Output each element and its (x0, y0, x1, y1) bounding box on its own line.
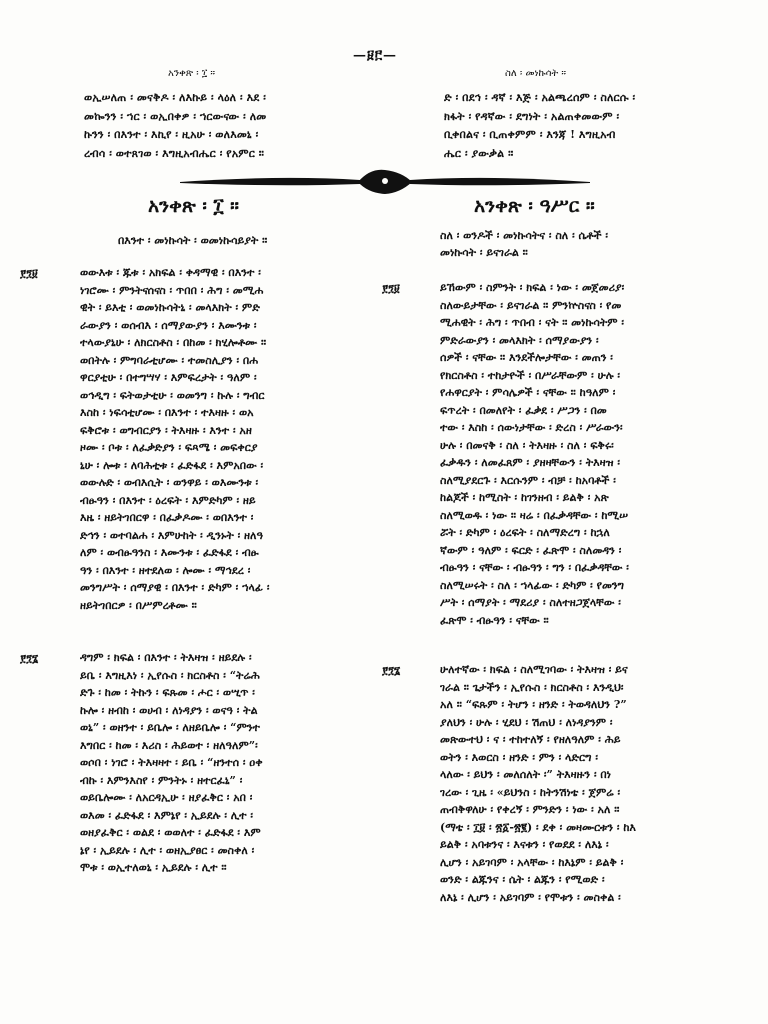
text-line: ኒሁ ፡ ሎቱ ፡ ለባሕቲቱ ፡ ፈድፋደ ፡ እምአበው ፡ (80, 458, 264, 472)
text-line: ኔየ ፡ ኢይደሉ ፡ ሊተ ፡ ወዘኢያፀር ፡ መስቀለ ፡ (80, 843, 255, 857)
text-line: ብፁዓን ፡ ናቸው ፡ ብፁዓን ፡ ግን ፡ በፈቃዳቸው ፡ (440, 561, 629, 574)
text-line: ለእኔ ፡ ሊሆን ፡ አይገባም ፡ የሞቱን ፡ መስቀል ፡ (440, 890, 621, 904)
text-line: ሊሆን ፡ አይገባም ፡ አላቸው ፡ ከእኔም ፡ ይልቅ ፡ (440, 855, 624, 869)
chapter-subtitle-right (440, 227, 730, 261)
verse-number: ፻፺፱ (20, 267, 38, 280)
text-line: ኩንን ፡ በእንተ ፡ እኪየ ፡ ዚአሁ ፡ ወለእመኒ ፡ (84, 127, 259, 142)
text-line: ብፁዓን ፡ በእንተ ፡ ዕረፍት ፡ እምድካም ፡ ዘይ (80, 493, 256, 507)
text-line: ሚሐዊት ፡ ሕግ ፡ ጥበብ ፡ ናት ። መነኩሳትም ፡ (440, 316, 624, 329)
text-line: አለ ። “ፍጹም ፡ ትሆን ፡ ዘንድ ፡ ትወዳለህን ?” (440, 698, 627, 711)
text-line: የክርስቶስ ፡ ተከታዮች ፡ በሥራቸውም ፡ ሁሉ ፡ (440, 368, 620, 382)
text-line: ፍቅሮቱ ፡ ወግብርያን ፡ ትእዛዙ ፡ እንተ ፡ አዘ (80, 423, 252, 437)
text-line: ነገሮሙ ፡ ምንትናሰናስ ፡ ጥበበ ፡ ሕግ ፡ መሚሐ (80, 283, 264, 297)
text-line: ጠብቅዋለሁ ፡ የቀረኝ ፡ ምንድን ፡ ነው ፡ አለ ። (440, 803, 620, 816)
running-head-right: ስለ ፡ መነኩሳት ። (505, 68, 567, 79)
verse-number: ፻፺፮ (382, 664, 401, 677)
chapter-title-right: አንቀጽ ፡ ዓሥር ። (474, 195, 595, 217)
text-line: ሞቱ ፡ ወኢተለወኒ ፡ ኢይደሉ ፡ ሊተ ። (80, 861, 227, 874)
text-line: ድኅን ፡ ወተባልሐ ፡ እምሁከት ፡ ዲንኑት ፡ ዘለዓ (80, 528, 263, 542)
text-line: እግበር ፡ ከመ ፡ እሪስ ፡ ሕይወተ ፡ ዘለዓለም”፡ (80, 738, 258, 752)
running-head-left: አንቀጽ ፡ ፲ ። (168, 68, 216, 79)
text-line: ተው ፡ እስከ ፡ ሰውነታቸው ፡ ድረስ ፡ ሥራውን፡ (440, 421, 623, 434)
text-line: መጽውተህ ፡ ና ፡ ተከተለኝ ፡ የዘለዓለም ፡ ሕይ (440, 733, 621, 746)
text-line: ገራል ። ጌታችን ፡ ኢየሱስ ፡ ክርስቶስ ፡ እንዲህ፡ (440, 680, 624, 694)
text-line: እስከ ፡ ነፍሳቲሆሙ ፡ በእንተ ፡ ተእዛዙ ፡ ወአ (80, 406, 254, 419)
text-line: ኛውም ፡ ዓለም ፡ ፍርድ ፡ ፈጽሞ ፡ ስለመዳን ፡ (440, 543, 622, 557)
verse-text-left-2 (80, 649, 372, 877)
text-line: ክፋት ፡ የዳኛው ፡ ደግነት ፡ አልጠቀመውም ፡ (444, 108, 620, 123)
text-line: ፍጥረት ፡ በመለየት ፡ ፈቃደ ፡ ሥጋን ፡ በመ (440, 403, 607, 417)
text-line: (ማቴ ፡ ፲፱ ፡ ፳፩-፳፪) ፡ ደቀ ፡ መዛሙርቱን ፡ ከእ (440, 820, 636, 834)
text-line: ድጉ ፡ ከመ ፡ ትኩን ፡ ፍጹመ ፡ ሖር ፡ ወሢጥ ፡ (80, 686, 255, 699)
subtitle-line: መነኩሳት ፡ ይናገራል ። (440, 246, 528, 259)
page-number: —፱፫— (352, 48, 398, 63)
text-line: ወኢሠለጠ ፡ መናቅዶ ፡ ለእኩይ ፡ ላዕለ ፡ እደ ፡ (84, 90, 266, 104)
text-line: ከልጆች ፡ ከሚስት ፡ ከገንዘብ ፡ ይልቅ ፡ አጽ (440, 491, 609, 504)
text-line: ሁሉ ፡ በመናቅ ፡ ስለ ፡ ትእዛዙ ፡ ስለ ፡ ፍቅሩ፡ (440, 438, 614, 452)
verse-text-left-1 (80, 264, 372, 614)
text-line: ያለህን ፡ ሁሉ ፡ ሂደህ ፡ ሽጠህ ፡ ለነዳያንም ፡ (440, 715, 613, 729)
text-line: ብኩ ፡ እምንእስየ ፡ ምንትኑ ፡ ዘተርፈኒ” ፡ (80, 773, 243, 787)
text-line: ወኒ” ፡ ወዘንተ ፡ ይቤሎ ፡ ለዘይቤሎ ፡ “ምንተ (80, 721, 260, 734)
text-line: ድ ፡ በደኅ ፡ ዳኛ ፡ እጅ ፡ አልጫረሰም ፡ ስለርሱ ፡ (444, 90, 636, 104)
chapter-title-left: አንቀጽ ፡ ፲ ። (148, 195, 240, 217)
text-line: ሥት ፡ ሰማያት ፡ ማደሪያ ፡ ስለተዘጋጀላቸው ፡ (440, 596, 621, 609)
verse-number: ፻፺፮ (20, 652, 39, 665)
text-line: ወይቤሎሙ ፡ ለአርዳኢሁ ፡ ዘያፈቅር ፡ አበ ፡ (80, 791, 253, 804)
text-line: ወኅዲግ ፡ ፍትወታቲሁ ፡ ወመንግ ፡ ኩሉ ፡ ግብር (80, 388, 265, 402)
text-line: ገረው ፡ ጊዜ ፡ «ይህንስ ፡ ከትንሽነቴ ፡ ጀምሬ ፡ (440, 785, 621, 799)
text-line: ዋርያቲሁ ፡ በተግሣሃ ፡ እምፍረታት ፡ ዓለም ፡ (80, 371, 257, 384)
text-line: ሁለተኛው ፡ ክፍል ፡ ስለሚገባው ፡ ትእዛዝ ፡ ይና (440, 663, 628, 676)
verse-text-right-1 (440, 279, 732, 629)
text-line: ስለውይታቸው ፡ ይናገራል ። ምንኵስናስ ፡ የመ (440, 298, 622, 312)
text-line: ወእመ ፡ ፈድፋደ ፡ እምኔየ ፡ ኢይደሉ ፡ ሊተ ፡ (80, 808, 253, 822)
text-line: ኩሎ ፡ ዘብከ ፡ ወሀብ ፡ ለነዳያን ፡ ወናዓ ፡ ትል (80, 703, 258, 717)
text-line: ተላውያኒሁ ፡ ለክርስቶስ ፡ በከመ ፡ ክሂሎቶሙ ። (80, 336, 267, 349)
text-line: እዜ ፡ ዘይትገበርዋ ፡ በፈቃዶሙ ፡ ወበእንተ ፡ (80, 511, 254, 524)
text-line: ዳግም ፡ ክፍል ፡ በእንተ ፡ ትእዛዝ ፡ ዘይደሉ ፡ (80, 651, 252, 664)
text-line: ወትን ፡ እወርስ ፡ ዘንድ ፡ ምን ፡ ላድርግ ፡ (440, 750, 598, 764)
text-line: ስለሚወዱ ፡ ነው ። ዛሬ ፡ በፈቃዳቸው ፡ ከሚሠ (440, 508, 629, 522)
verse-number: ፻፺፱ (382, 282, 400, 295)
text-line: ፈቃዱን ፡ ለመፈጸም ፡ ያዘዛቸውን ፡ ትእዛዝ ፡ (440, 456, 620, 469)
text-line: ወውሉድ ፡ ወብእሲት ፡ ወንዋይ ፡ ወእሙንቱ ፡ (80, 476, 259, 489)
text-line: ወንድ ፡ ልጁንና ፡ ሴት ፡ ልጁን ፡ የሚወድ ፡ (440, 873, 605, 886)
verse-text-right-2 (440, 661, 732, 906)
text-line: ወሶበ ፡ ነገሮ ፡ ትእዛዛተ ፡ ይቤ ፡ “ዘንተሰ ፡ ዐቀ (80, 756, 263, 769)
text-line: ሔር ፡ ያውቃል ። (444, 145, 514, 160)
text-line: ለም ፡ ወብፁዓንስ ፡ እሙንቱ ፡ ፈድፋደ ፡ ብፁ (80, 546, 259, 559)
text-line: ወዘያፈቅር ፡ ወልደ ፡ ወወለተ ፡ ፈድፋደ ፡ እም (80, 826, 261, 839)
text-line: ስለሚያደርጉ ፡ እርሱንም ፡ ብቻ ፡ ከአባቶች ፡ (440, 473, 616, 487)
text-line: ሰዎች ፡ ናቸው ። እንደችሎታቸው ፡ መጠን ፡ (440, 351, 613, 364)
text-line: ራውያን ፡ ወሰብእ ፡ ሰማያውያን ፡ እሙንቱ ፡ (80, 318, 257, 332)
text-line: ስለሚሠሩት ፡ ስለ ፡ ኀላፊው ፡ ድካም ፡ የመንግ (440, 578, 625, 592)
text-line: ላለው ፡ ይህን ፡ መለሰለት ፡” ትእዛዙን ፡ በነ (440, 768, 612, 781)
text-line: ወበትሉ ፡ ምግባራቲሆሙ ፡ ተመስሊያን ፡ በሐ (80, 353, 259, 367)
continuation-text-right (444, 88, 718, 162)
continuation-text-left (84, 88, 356, 162)
text-line: መኰንን ፡ ኀር ፡ ወኢበቀዎ ፡ ኀርውናው ፡ ለመ (84, 108, 267, 123)
chapter-subtitle-left: በእንተ ፡ መነኩሳት ፡ ወመነኩሳይያት ። (118, 234, 268, 247)
subtitle-line: ስለ ፡ ወንዶች ፡ መነኩሳትና ፡ ስለ ፡ ሴቶች ፡ (440, 229, 608, 242)
text-line: ይቤ ፡ እግዚእነ ፡ ኢየሱስ ፡ ክርስቶስ ፡ “ትሬሕ (80, 668, 260, 682)
text-line: ወውእቱ ፡ ጁቱ ፡ አክፍል ፡ ቀዳማዊ ፡ በእንተ ፡ (80, 266, 261, 279)
text-line: ይልቅ ፡ አባቱንና ፡ እናቱን ፡ የወደደ ፡ ለእኔ ፡ (440, 838, 609, 851)
text-line: ዞሙ ፡ ቦቱ ፡ ለፈቃድያን ፡ ፍጻሜ ፡ መፍቀርያ (80, 441, 258, 454)
text-line: ምድራውያን ፡ መላእክት ፡ ሰማያውያን ፡ (440, 333, 599, 347)
text-line: ይኸውም ፡ ስምንት ፡ ክፍል ፡ ነው ፡ መጀመሪያ፡ (440, 281, 625, 294)
text-line: ሯት ፡ ድካም ፡ ዕረፍት ፡ ስለማድረግ ፡ ከኋለ (440, 526, 610, 539)
text-line: ቢቀበልና ፡ ቢጠቀምም ፡ እንጃ ! እግዚአብ (444, 127, 616, 142)
text-line: ዓን ፡ በእንተ ፡ ዘተደለወ ፡ ሎሙ ፡ ማኅደረ ፡ (80, 563, 251, 577)
text-line: የሐዋርያት ፡ ምሳሌዎች ፡ ናቸው ። ከዓለም ፡ (440, 386, 616, 399)
text-line: መንግሥት ፡ ሰማያዊ ፡ በእንተ ፡ ድካም ፡ ኀላፊ ፡ (80, 581, 270, 594)
text-line: ረብሳ ፡ ወተጸገወ ፡ እግዚአብሔር ፡ የአምር ። (84, 145, 265, 160)
text-line: ፈጽሞ ፡ ብፁዓን ፡ ናቸው ። (440, 613, 549, 627)
text-line: ዘይትገበርዎ ፡ በሥምረቶሙ ። (80, 598, 197, 612)
text-line: ዊት ፡ ይእቲ ፡ ወመነኩሳትኒ ፡ መላእክት ፡ ምድ (80, 301, 260, 314)
chapter-ornament-rule (180, 166, 590, 196)
